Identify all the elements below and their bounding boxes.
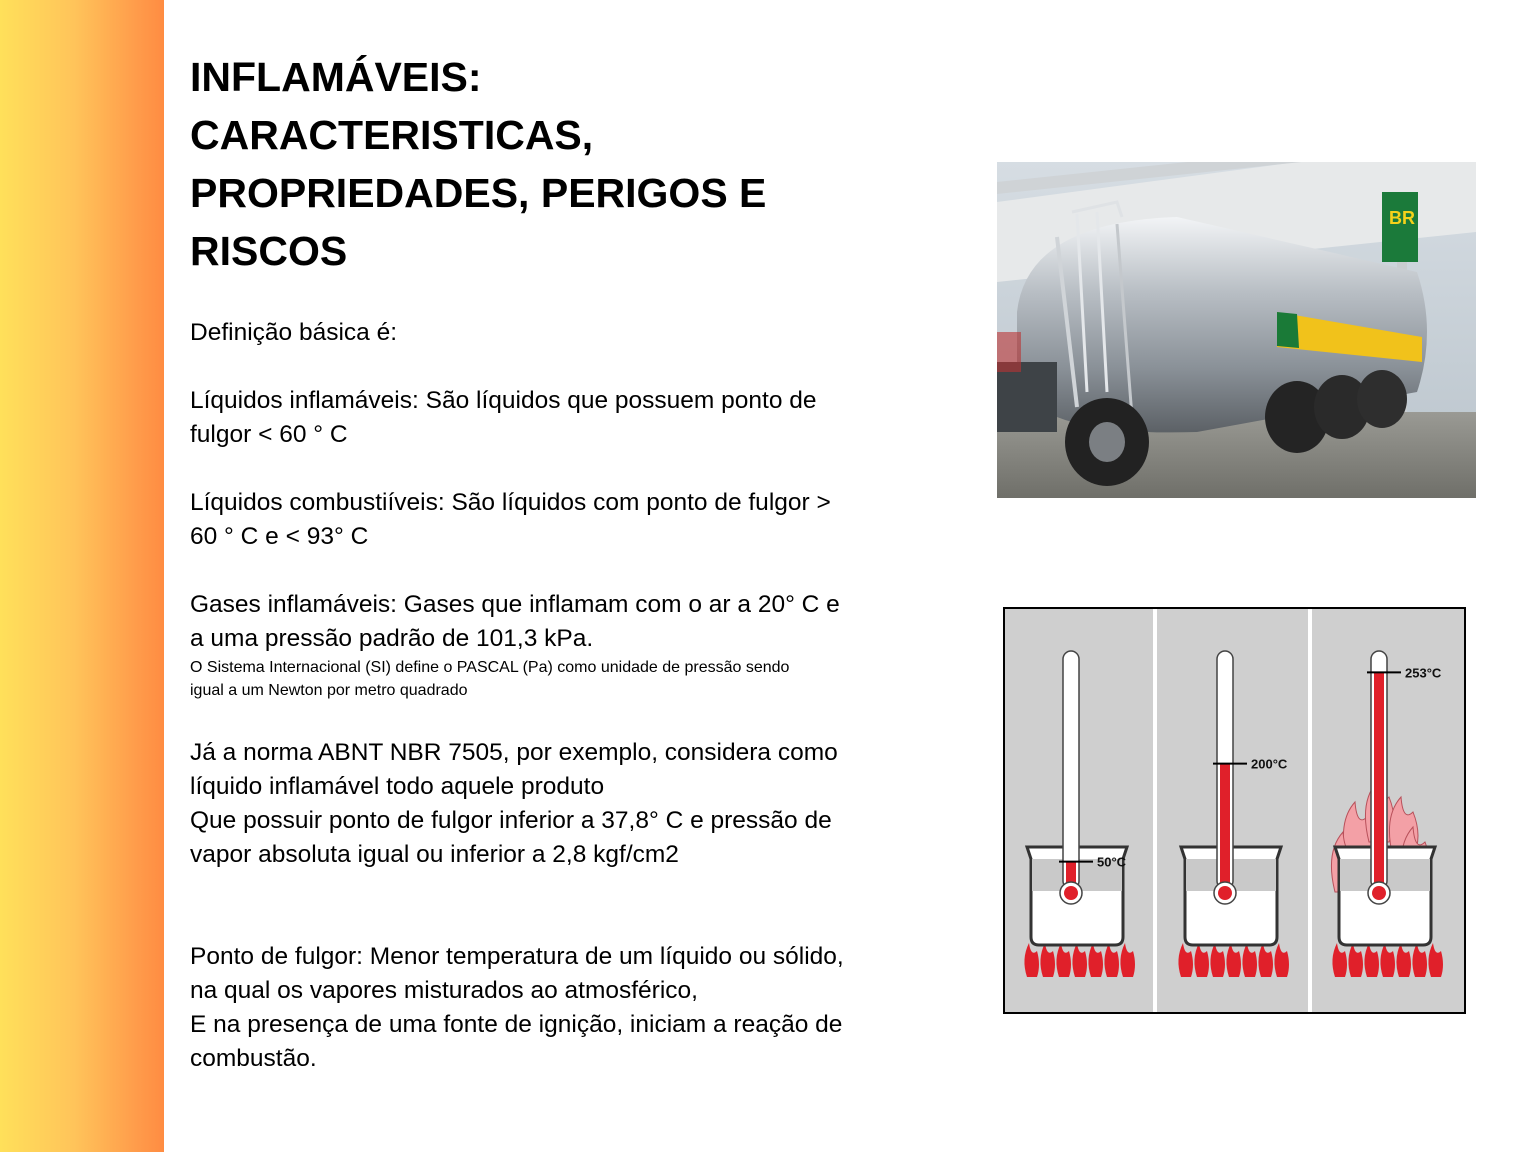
title-line: CARACTERISTICAS,: [190, 112, 594, 158]
flash-point-text: E na presença de uma fonte de ignição, iniciam a reação de: [190, 1011, 843, 1038]
flash-point-text: combustão.: [190, 1045, 317, 1072]
combustible-liquids-text: 60 ° C e < 93° C: [190, 523, 369, 550]
decorative-side-bar: [0, 0, 164, 1152]
combustible-liquids-text: Líquidos combustiíveis: São líquidos com ponto de fulgor >: [190, 489, 831, 516]
flammable-liquids-text: Líquidos inflamáveis: São líquidos que possuem ponto de: [190, 387, 817, 414]
abnt-text: Que possuir ponto de fulgor inferior a 37,8° C e pressão de: [190, 807, 832, 834]
title-line: PROPRIEDADES, PERIGOS E: [190, 170, 767, 216]
temperature-label: 200°C: [1251, 756, 1288, 772]
definition-intro: Definição básica é:: [190, 319, 398, 346]
title-line: RISCOS: [190, 228, 348, 274]
flammable-gases-text: Gases inflamáveis: Gases que inflamam com o ar a 20° C e: [190, 591, 840, 618]
temperature-label: 50°C: [1097, 854, 1127, 870]
slide-title: [190, 48, 950, 280]
flash-point-text: na qual os vapores misturados ao atmosférico,: [190, 977, 698, 1004]
abnt-text: vapor absoluta igual ou inferior a 2,8 kgf/cm2: [190, 841, 679, 868]
si-note: O Sistema Internacional (SI) define o PASCAL (Pa) como unidade de pressão sendo: [190, 659, 790, 676]
thermometer-tube: [1063, 651, 1079, 889]
flammable-liquids-text: fulgor < 60 ° C: [190, 421, 348, 448]
mercury-column: [1374, 672, 1384, 889]
thermometer-bulb-fill: [1064, 886, 1078, 900]
temperature-label: 253°C: [1405, 665, 1442, 681]
si-note: igual a um Newton por metro quadrado: [190, 682, 468, 699]
flammable-gases-text: a uma pressão padrão de 101,3 kPa.: [190, 625, 594, 652]
abnt-text: líquido inflamável todo aquele produto: [190, 773, 605, 800]
abnt-text: Já a norma ABNT NBR 7505, por exemplo, considera como: [190, 739, 838, 766]
mercury-column: [1220, 764, 1230, 889]
flash-point-text: Ponto de fulgor: Menor temperatura de um líquido ou sólido,: [190, 943, 844, 970]
slide-body: [190, 316, 990, 1076]
thermometer-bulb-fill: [1218, 886, 1232, 900]
br-logo: BR: [1389, 208, 1415, 228]
thermometer-bulb-fill: [1372, 886, 1386, 900]
flash-point-illustration: [1003, 607, 1466, 1014]
title-line: INFLAMÁVEIS:: [190, 54, 482, 100]
tanker-truck-photo: [997, 162, 1476, 498]
